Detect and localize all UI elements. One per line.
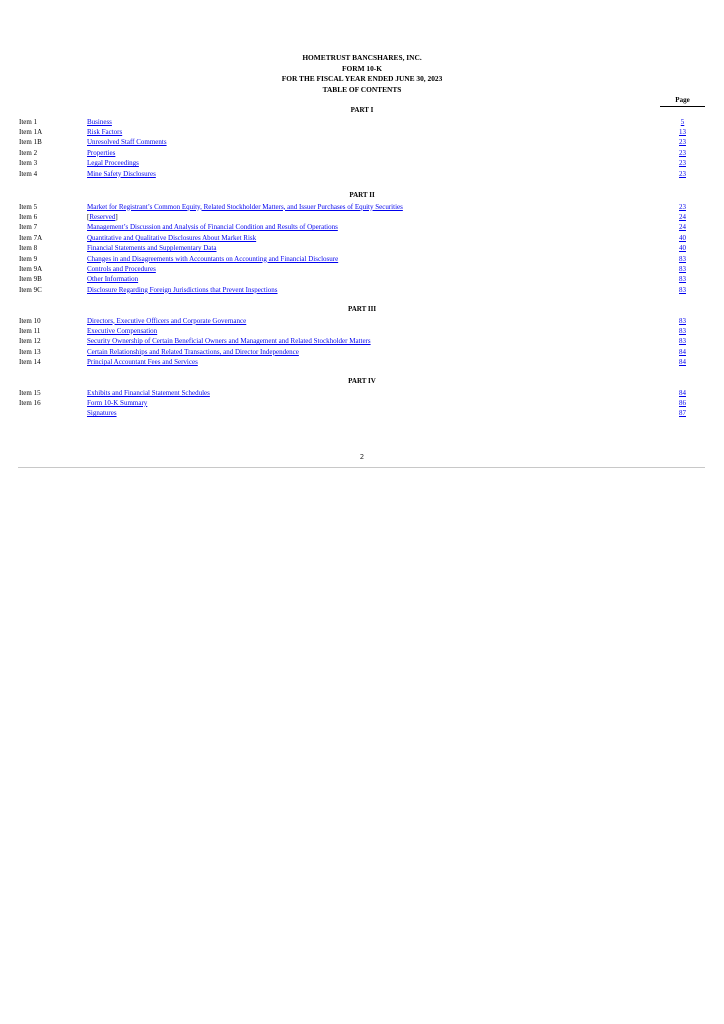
title-bracket-close: ] [115, 212, 118, 221]
toc-item-title [87, 169, 156, 179]
toc-section-link[interactable]: Disclosure Regarding Foreign Jurisdictions that Prevent Inspections [87, 285, 278, 294]
toc-page-cell [660, 274, 705, 284]
toc-page-link[interactable]: 84 [679, 347, 686, 356]
toc-row [0, 127, 724, 137]
toc-item-number: Item 9A [19, 264, 43, 273]
page-divider [18, 467, 705, 468]
toc-item-title [87, 388, 210, 398]
toc-item-title [87, 127, 122, 137]
toc-section-link[interactable]: Executive Compensation [87, 326, 158, 335]
toc-item-title [87, 316, 246, 326]
toc-row [0, 243, 724, 253]
toc-section-link[interactable]: Management’s Discussion and Analysis of Financial Condition and Results of Operations [87, 223, 338, 232]
toc-row [0, 158, 724, 168]
form-type: FORM 10-K [341, 63, 383, 73]
toc-row [0, 285, 724, 295]
toc-row [0, 408, 724, 418]
toc-section-link[interactable]: Unresolved Staff Comments [87, 138, 167, 147]
company-name: HOMETRUST BANCSHARES, INC. [302, 53, 422, 62]
toc-item-number: Item 13 [19, 347, 41, 356]
toc-row [0, 264, 724, 274]
toc-item-number: Item 11 [19, 326, 41, 335]
toc-item-title [87, 285, 278, 295]
toc-item-title [87, 233, 256, 243]
document-header [0, 53, 724, 95]
page-number: 2 [359, 453, 365, 461]
toc-row [0, 222, 724, 232]
toc-section-link[interactable]: Mine Safety Disclosures [87, 169, 156, 178]
toc-page-link[interactable]: 13 [679, 127, 686, 136]
toc-page-cell [660, 388, 705, 398]
toc-item-title [87, 398, 147, 408]
toc-item-title [87, 264, 156, 274]
toc-item-number: Item 12 [19, 337, 41, 346]
title-bracket-open: [ [87, 212, 90, 221]
toc-section-link[interactable]: Signatures [87, 409, 117, 418]
toc-item-title [87, 212, 118, 222]
toc-page-link[interactable]: 86 [679, 398, 686, 407]
toc-page-cell [660, 243, 705, 253]
toc-page-link[interactable]: 83 [679, 254, 686, 263]
toc-item-title [87, 202, 403, 212]
toc-page-link[interactable]: 23 [679, 159, 686, 168]
toc-page-link[interactable]: 83 [679, 264, 686, 273]
toc-item-number: Item 6 [19, 212, 38, 221]
toc-item-title [87, 148, 115, 158]
toc-page-link[interactable]: 5 [680, 117, 685, 126]
toc-section-link[interactable]: Quantitative and Qualitative Disclosures About Market Risk [87, 233, 257, 242]
toc-item-number: Item 8 [19, 244, 38, 253]
toc-page-cell [660, 137, 705, 147]
toc-page-cell [660, 222, 705, 232]
toc-page-link[interactable]: 83 [679, 326, 686, 335]
toc-item-title [87, 347, 299, 357]
toc-item-number: Item 7A [19, 233, 43, 242]
toc-page-cell [660, 233, 705, 243]
toc-row [0, 398, 724, 408]
toc-page-link[interactable]: 40 [679, 233, 686, 242]
toc-page-link[interactable]: 84 [679, 388, 686, 397]
toc-page-cell [660, 158, 705, 168]
toc-item-number: Item 5 [19, 202, 38, 211]
toc-item-number: Item 9B [19, 275, 42, 284]
toc-item-number: Item 1B [19, 138, 42, 147]
toc-row [0, 326, 724, 336]
toc-item-title [87, 274, 138, 284]
toc-page-link[interactable]: 83 [679, 337, 686, 346]
toc-item-number: Item 7 [19, 223, 38, 232]
toc-page-cell [660, 148, 705, 158]
toc-row [0, 117, 724, 127]
toc-item-number: Item 10 [19, 316, 41, 325]
toc-page-link[interactable]: 24 [679, 223, 686, 232]
toc-row [0, 336, 724, 346]
toc-item-title [87, 357, 198, 367]
toc-item-title [87, 254, 338, 264]
toc-page-link[interactable]: 23 [679, 148, 686, 157]
toc-section-link[interactable]: Reserved [89, 212, 116, 221]
toc-section-link[interactable]: Risk Factors [87, 127, 123, 136]
toc-row [0, 254, 724, 264]
toc-section-link[interactable]: Changes in and Disagreements with Accountants on Accounting and Financial Disclosure [87, 254, 339, 263]
toc-page-cell [660, 398, 705, 408]
toc-page-link[interactable]: 83 [679, 275, 686, 284]
toc-section-link[interactable]: Financial Statements and Supplementary Data [87, 244, 217, 253]
toc-page-link[interactable]: 83 [679, 285, 686, 294]
toc-page-cell [660, 117, 705, 127]
fiscal-year: FOR THE FISCAL YEAR ENDED JUNE 30, 2023 [281, 74, 443, 84]
toc-row [0, 357, 724, 367]
toc-section-link[interactable]: Certain Relationships and Related Transactions, and Director Independence [87, 347, 299, 356]
toc-page-cell [660, 169, 705, 179]
toc-page-link[interactable]: 23 [679, 202, 686, 211]
toc-row [0, 202, 724, 212]
toc-page-cell [660, 326, 705, 336]
toc-item-number: Item 16 [19, 398, 41, 407]
toc-item-title [87, 137, 167, 147]
toc-section-link[interactable]: Controls and Procedures [87, 264, 156, 273]
toc-item-title [87, 117, 112, 127]
toc-row [0, 233, 724, 243]
toc-item-number: Item 9C [19, 285, 42, 294]
toc-row [0, 148, 724, 158]
part-heading: PART IV [348, 377, 376, 385]
page-column-header: Page [660, 96, 705, 107]
toc-section-link[interactable]: Other Information [87, 275, 139, 284]
toc-page-cell [660, 202, 705, 212]
part-heading: PART II [349, 191, 375, 199]
toc-section-link[interactable]: Market for Registrant’s Common Equity, Related Stockholder Matters, and Issuer Purchases of Equity Securities [87, 202, 403, 211]
toc-item-number: Item 1A [19, 127, 43, 136]
toc-page-cell [660, 285, 705, 295]
toc-section-link[interactable]: Form 10-K Summary [87, 398, 148, 407]
toc-row [0, 169, 724, 179]
part-heading: PART I [350, 106, 374, 114]
toc-page-link[interactable]: 83 [679, 316, 686, 325]
toc-item-number: Item 15 [19, 388, 41, 397]
toc-page-link[interactable]: 24 [679, 212, 686, 221]
toc-item-number: Item 4 [19, 169, 38, 178]
toc-section-link[interactable]: Exhibits and Financial Statement Schedules [87, 388, 210, 397]
toc-page-cell [660, 347, 705, 357]
toc-page-cell [660, 336, 705, 346]
toc-page-cell [660, 264, 705, 274]
toc-page-link[interactable]: 40 [679, 244, 686, 253]
toc-section-link[interactable]: Legal Proceedings [87, 159, 139, 168]
toc-row [0, 274, 724, 284]
toc-section-link[interactable]: Business [87, 117, 112, 126]
part-heading: PART III [347, 305, 377, 313]
toc-item-title [87, 336, 371, 346]
toc-item-title [87, 158, 139, 168]
toc-page-link[interactable]: 23 [679, 169, 686, 178]
toc-row [0, 316, 724, 326]
toc-page-link[interactable]: 87 [679, 409, 686, 418]
toc-section-link[interactable]: Principal Accountant Fees and Services [87, 358, 198, 367]
toc-item-title [87, 222, 338, 232]
toc-item-number: Item 2 [19, 148, 38, 157]
toc-item-title [87, 408, 117, 418]
toc-section-link[interactable]: Security Ownership of Certain Beneficial Owners and Management and Related Stockholder Matters [87, 337, 371, 346]
toc-item-number: Item 1 [19, 117, 38, 126]
toc-page-cell [660, 357, 705, 367]
toc-page-cell [660, 408, 705, 418]
toc-page-cell [660, 212, 705, 222]
toc-page-link[interactable]: 84 [679, 358, 686, 367]
toc-item-number: Item 9 [19, 254, 38, 263]
toc-page-cell [660, 254, 705, 264]
toc-section-link[interactable]: Directors, Executive Officers and Corporate Governance [87, 316, 247, 325]
toc-page-cell [660, 316, 705, 326]
toc-row [0, 347, 724, 357]
toc-title: TABLE OF CONTENTS [322, 84, 402, 94]
toc-page-link[interactable]: 23 [679, 138, 686, 147]
toc-item-number: Item 3 [19, 159, 38, 168]
toc-item-number: Item 14 [19, 358, 41, 367]
toc-row [0, 388, 724, 398]
toc-page-cell [660, 127, 705, 137]
toc-item-title [87, 243, 216, 253]
toc-row [0, 137, 724, 147]
toc-section-link[interactable]: Properties [87, 148, 116, 157]
toc-row [0, 212, 724, 222]
toc-item-title [87, 326, 157, 336]
